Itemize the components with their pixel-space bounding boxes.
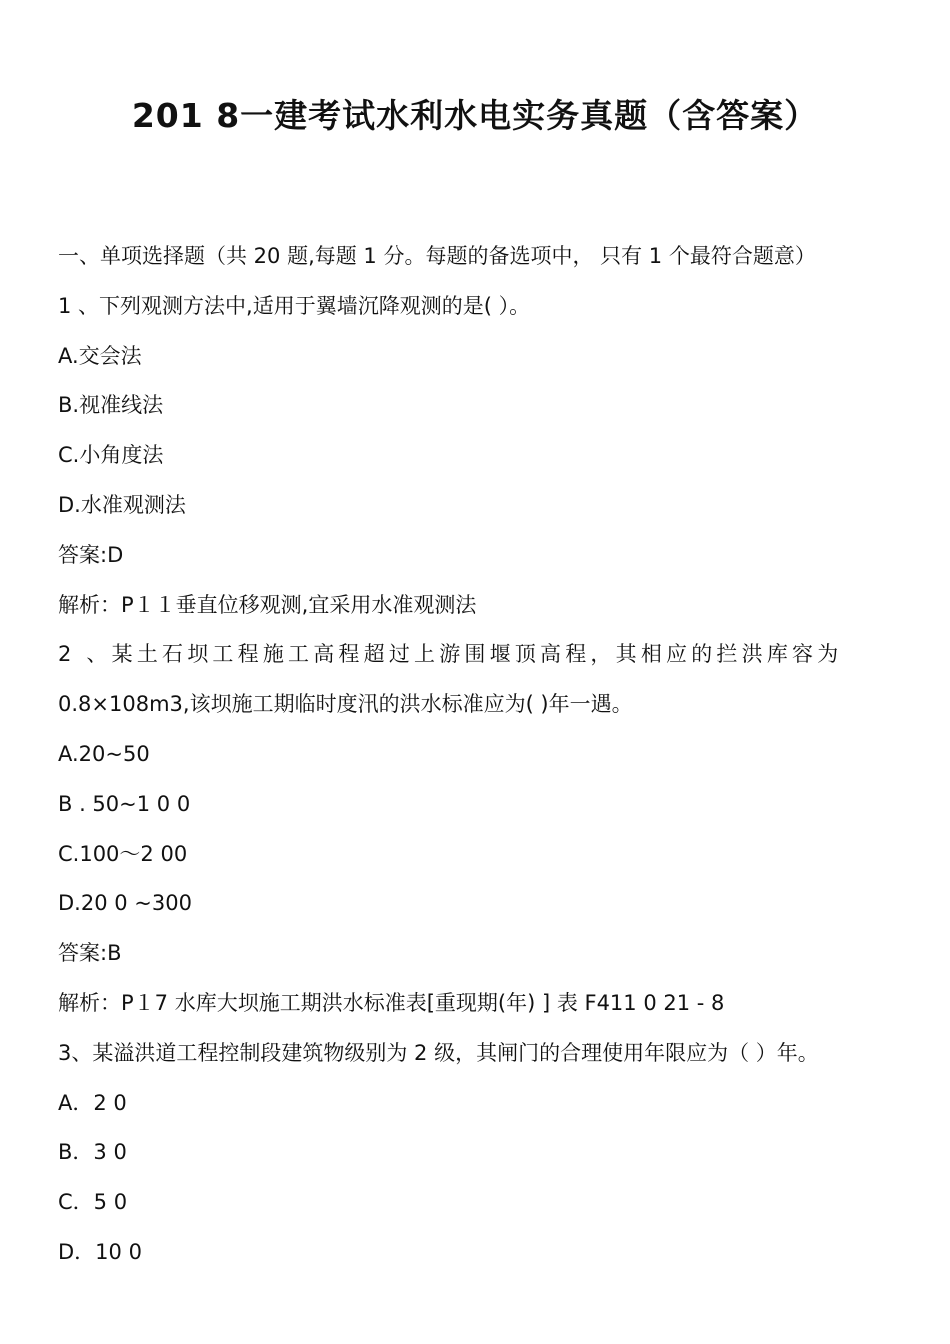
document-body bbox=[58, 232, 892, 1278]
option-b: B.视准线法 bbox=[58, 393, 164, 418]
answer: 答案:B bbox=[58, 941, 122, 966]
question-stem: 1 、下列观测方法中,适用于翼墙沉降观测的是( ）。 bbox=[58, 293, 531, 318]
analysis: 解析：P１7 水库大坝施工期洪水标准表[重现期(年) ] 表 F411 0 21 - 8 bbox=[58, 990, 725, 1015]
document-title: 201 8一建考试水利水电实务真题（含答案） bbox=[131, 96, 819, 135]
option-c: C.100～2 00 bbox=[58, 841, 188, 866]
option-d: D.20 0 ~300 bbox=[58, 891, 192, 916]
option-b: B．3 0 bbox=[58, 1140, 127, 1165]
question-3 bbox=[58, 1029, 892, 1278]
option-c: C.小角度法 bbox=[58, 443, 164, 468]
option-a: A．2 0 bbox=[58, 1090, 127, 1115]
section-heading: 一、单项选择题（共 20 题,每题 1 分。每题的备选项中， 只有 1 个最符合题意） bbox=[58, 244, 816, 268]
question-stem: 3、某溢洪道工程控制段建筑物级别为 2 级，其闸门的合理使用年限应为（ ）年。 bbox=[58, 1040, 819, 1065]
option-c: C．5 0 bbox=[58, 1190, 128, 1215]
option-d: D．10 0 bbox=[58, 1239, 142, 1264]
question-1 bbox=[58, 282, 892, 631]
question-stem-continued: 0.8×108m3,该坝施工期临时度汛的洪水标准应为( )年一遇。 bbox=[58, 692, 633, 717]
answer: 答案:D bbox=[58, 542, 124, 567]
option-a: A.20~50 bbox=[58, 741, 150, 766]
analysis: 解析：P１１垂直位移观测,宜采用水准观测法 bbox=[58, 592, 477, 617]
option-b: B . 50~1 0 0 bbox=[58, 791, 191, 816]
question-stem: 2 、某土石坝工程施工高程超过上游围堰顶高程，其相应的拦洪库容为 bbox=[58, 642, 843, 667]
option-a: A.交会法 bbox=[58, 343, 142, 368]
question-2 bbox=[58, 630, 892, 1028]
option-d: D.水准观测法 bbox=[58, 492, 186, 517]
